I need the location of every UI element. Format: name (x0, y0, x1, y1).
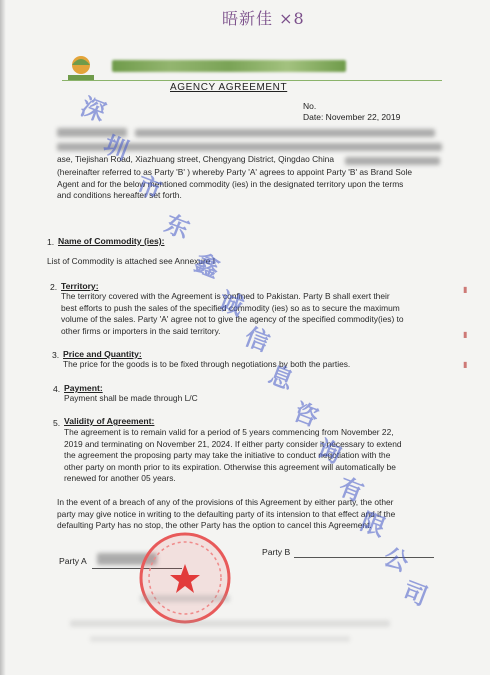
watermark-char: 诚 (214, 285, 248, 322)
closing-line: defaulting Party has no stop, the other Party has the option to cancel this Agreement. (57, 520, 372, 530)
handwritten-note: 晤新佳 ×8 (222, 9, 305, 28)
document-title: AGENCY AGREEMENT (170, 82, 288, 93)
section-heading: Price and Quantity: (63, 349, 142, 359)
watermark-char: 市 (132, 169, 166, 206)
header-rule (62, 80, 442, 81)
page-shadow (0, 0, 6, 675)
party-a-label: Party A (59, 556, 87, 566)
section-body-line: other firms or importers in the said territory. (61, 325, 221, 336)
section-body-line: volume of the sales. Party 'A' agree not to give the agency of the specified commodity(ies) to (61, 314, 404, 324)
company-logo (64, 53, 98, 83)
section-number: 2. (50, 282, 58, 292)
section-number: 5. (53, 418, 61, 428)
section-number: 1. (47, 237, 55, 247)
section-heading: Territory: (61, 281, 99, 291)
section-body-line: other party on month prior to its expiration. Otherwise this agreement will automatically be (64, 461, 396, 472)
company-name-redacted (112, 60, 346, 72)
intro-line: Agent and for the below mentioned commodity (ies) in the designated territory upon the terms (57, 178, 404, 189)
document-number-label: No. (303, 101, 317, 111)
section-body-line: Payment shall be made through L/C (64, 393, 198, 403)
section-body-line: List of Commodity is attached see Annexure I (47, 256, 216, 266)
watermark-char: 息 (264, 359, 298, 396)
section-body-line: The territory covered with the Agreement is confined to Pakistan. Party B shall exert their (61, 291, 390, 301)
closing-line: In the event of a breach of any of the provisions of this Agreement by either party, the other (57, 497, 394, 507)
watermark-char: 司 (398, 575, 432, 612)
watermark-char: 公 (379, 541, 413, 578)
watermark-char: 有 (334, 471, 368, 508)
section-body-line: renewed for another 05 years. (64, 473, 176, 483)
section-number: 4. (53, 384, 61, 394)
party-b-signature-line (294, 557, 434, 558)
section-number: 3. (52, 350, 60, 360)
section-body-line: The price for the goods is to be fixed through negotiations by both the parties. (63, 359, 351, 369)
section-body-line: the agreement the proposing party may take the initiative to conduct negotiation with the (64, 450, 391, 460)
watermark-char: 信 (240, 321, 274, 358)
redacted-block (345, 157, 440, 165)
section-body-line: The agreement is to remain valid for a period of 5 years commencing from November 22, (64, 427, 394, 437)
watermark-char: 东 (160, 208, 194, 245)
closing-line: party may give notice in writing to the defaulting party of its intension to that effect and if the (57, 508, 396, 519)
intro-line: (hereinafter referred to as Party 'B' ) whereby Party 'A' agrees to appoint Party 'B' as Brand Sole (57, 167, 413, 177)
edge-mark: ▮ (463, 285, 468, 294)
redacted-block (135, 129, 435, 137)
company-seal-stamp (137, 530, 233, 626)
section-heading: Payment: (64, 383, 103, 393)
watermark-char: 限 (356, 506, 390, 543)
section-heading: Validity of Agreement: (64, 416, 155, 426)
watermark-char: 深 (76, 91, 110, 128)
redacted-block (140, 595, 230, 602)
watermark-char: 询 (312, 433, 346, 470)
section-body-line: 2019 and terminating on November 21, 2024. If either party consider it necessary to extend (64, 438, 402, 449)
edge-mark: ▮ (463, 330, 468, 339)
edge-mark: ▮ (463, 360, 468, 369)
redacted-block (90, 636, 350, 642)
section-body-line: best efforts to push the sales of the specified commodity (ies) so as to secure the maximum (61, 302, 400, 313)
party-b-label: Party B (262, 547, 291, 557)
watermark-char: 圳 (99, 129, 133, 166)
document-date: Date: November 22, 2019 (303, 112, 401, 122)
watermark-char: 鑫 (190, 247, 224, 284)
intro-address-line: ase, Tiejishan Road, Xiazhuang street, Chengyang District, Qingdao China (57, 154, 334, 164)
section-heading: Name of Commodity (ies): (58, 236, 165, 246)
redacted-block (70, 620, 390, 627)
watermark-char: 咨 (289, 396, 323, 433)
intro-line: and conditions hereafter set forth. (57, 190, 182, 200)
